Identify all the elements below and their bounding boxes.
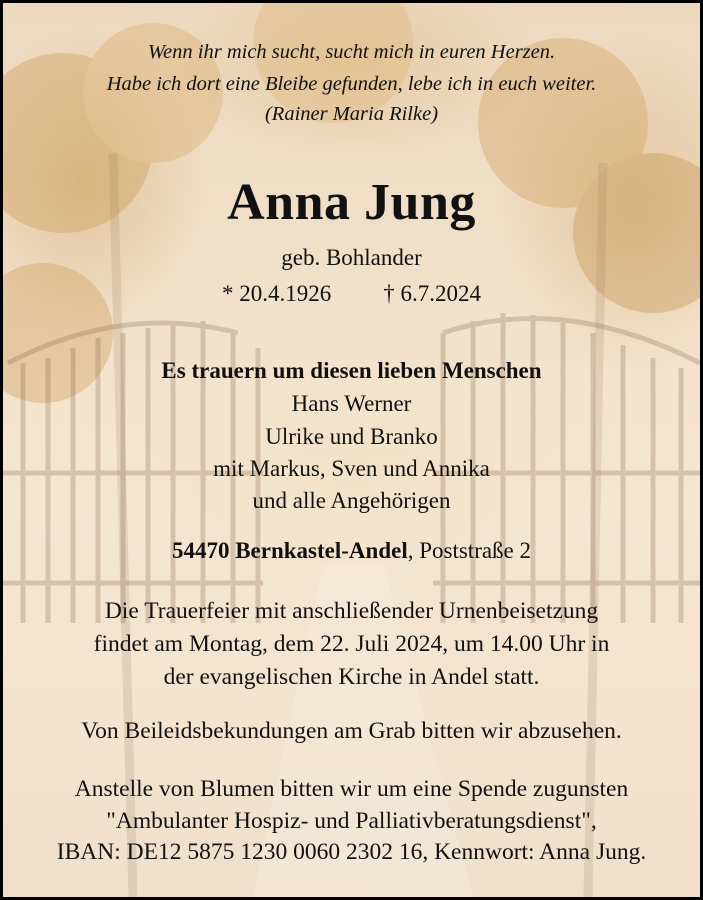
mourner-line: und alle Angehörigen <box>252 488 451 513</box>
quote-line-1: Wenn ihr mich sucht, sucht mich in euren Herzen. <box>147 41 556 63</box>
background-gate-image <box>3 3 700 897</box>
mourner-line: Ulrike und Branko <box>265 424 438 449</box>
birth-date: * 20.4.1926 <box>222 281 332 306</box>
life-dates <box>3 281 700 307</box>
deceased-name: Anna Jung <box>227 174 476 231</box>
mourner-line: mit Markus, Sven und Annika <box>213 456 490 481</box>
address-street: , Poststraße 2 <box>407 538 532 563</box>
donation-line: IBAN: DE12 5875 1230 0060 2302 16, Kennwort: Anna Jung. <box>56 839 647 865</box>
mourners-heading: Es trauern um diesen lieben Menschen <box>161 358 542 383</box>
ceremony-line: der evangelischen Kirche in Andel statt. <box>163 664 540 690</box>
ceremony-line: findet am Montag, dem 22. Juli 2024, um 14.00 Uhr in <box>93 631 610 657</box>
donation-line: Anstelle von Blumen bitten wir um eine Spende zugunsten <box>74 776 629 802</box>
condolence-note: Von Beileidsbekundungen am Grab bitten wir abzusehen. <box>81 718 622 744</box>
quote-line-2: Habe ich dort eine Bleibe gefunden, lebe ich in euch weiter. <box>106 73 597 95</box>
maiden-name: geb. Bohlander <box>281 245 422 270</box>
address <box>3 538 700 564</box>
address-city: 54470 Bernkastel-Andel <box>171 538 408 563</box>
ceremony-line: Die Trauerfeier mit anschließender Urnenbeisetzung <box>104 598 599 624</box>
quote-author: (Rainer Maria Rilke) <box>264 103 439 125</box>
mourner-line: Hans Werner <box>291 391 412 416</box>
death-date: † 6.7.2024 <box>383 281 481 306</box>
donation-line: "Ambulanter Hospiz- und Palliativberatungsdienst", <box>106 808 597 834</box>
